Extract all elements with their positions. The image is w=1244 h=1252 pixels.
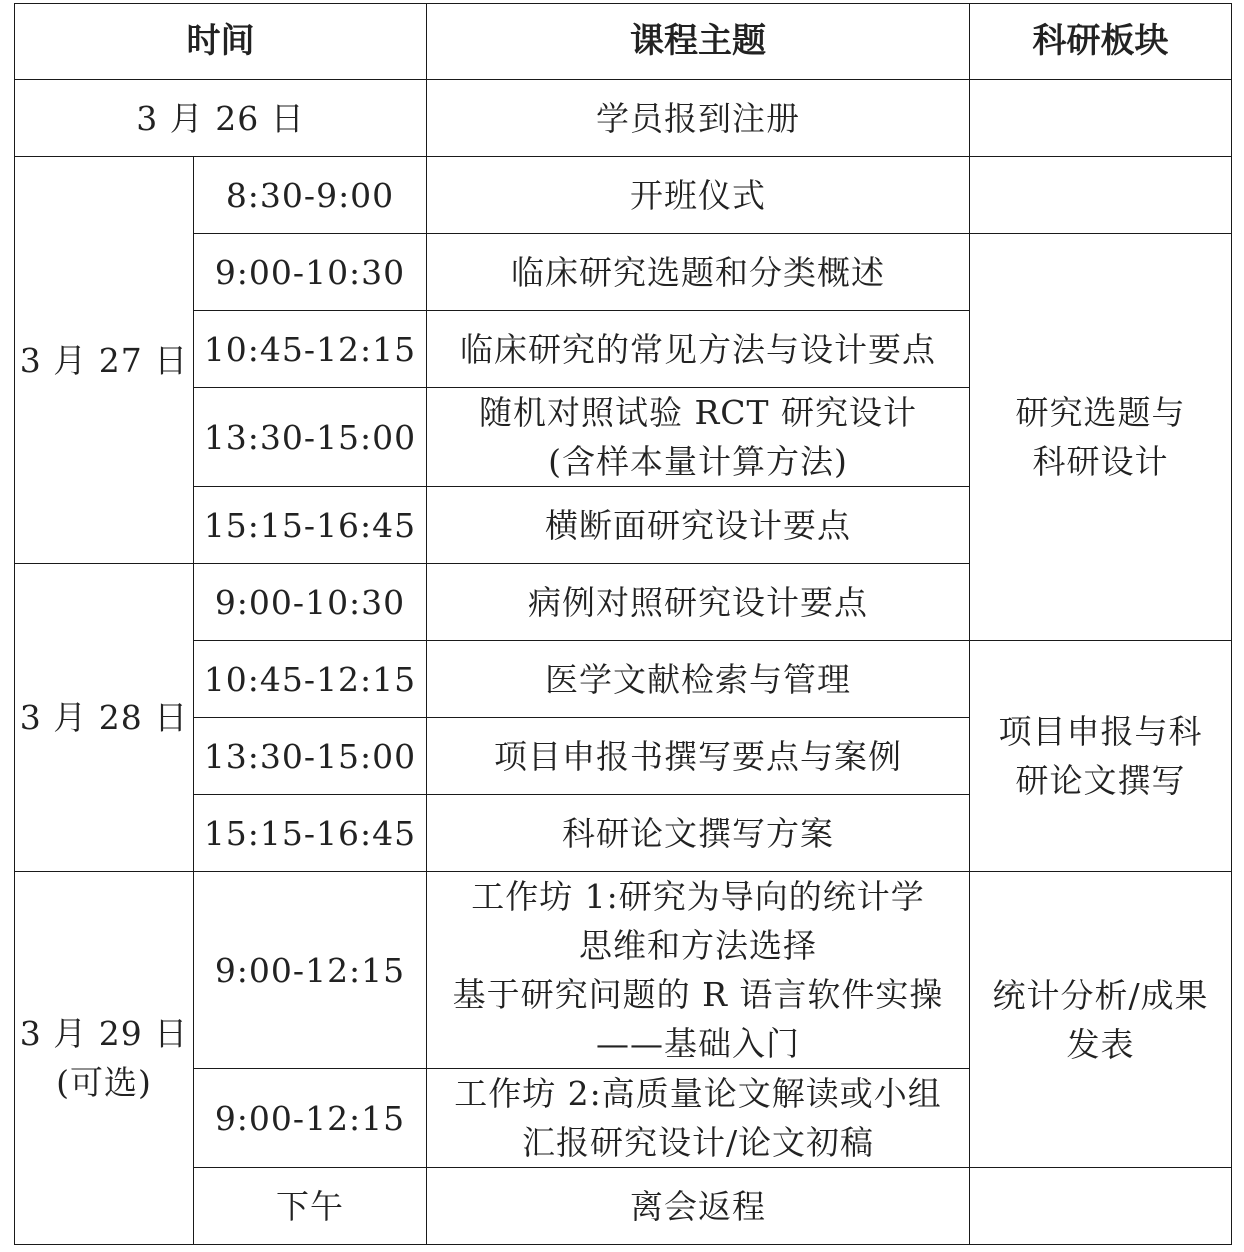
time-cell: 8:30-9:00 <box>194 157 427 234</box>
topic-line: ——基础入门 <box>596 1024 800 1063</box>
module-cell <box>970 80 1232 157</box>
topic-cell: 科研论文撰写方案 <box>427 795 970 872</box>
time-cell: 15:15-16:45 <box>194 487 427 564</box>
time-cell: 13:30-15:00 <box>194 388 427 487</box>
table-row <box>15 234 1232 311</box>
header-time: 时间 <box>15 4 427 80</box>
module-cell <box>970 157 1232 234</box>
date-label: 3 月 29 日 <box>19 1014 189 1053</box>
topic-cell: 项目申报书撰写要点与案例 <box>427 718 970 795</box>
topic-line: 工作坊 2:高质量论文解读或小组 <box>454 1074 942 1113</box>
module-cell <box>970 1168 1232 1245</box>
date-cell: 3 月 28 日 <box>15 564 194 872</box>
table-row <box>15 641 1232 718</box>
topic-cell <box>427 388 970 487</box>
topic-cell: 病例对照研究设计要点 <box>427 564 970 641</box>
header-topic: 课程主题 <box>427 4 970 80</box>
module-cell <box>970 234 1232 641</box>
module-line: 发表 <box>1066 1024 1135 1064</box>
time-cell: 10:45-12:15 <box>194 641 427 718</box>
header-row <box>15 4 1232 80</box>
time-cell: 15:15-16:45 <box>194 795 427 872</box>
module-line: 研究选题与 <box>1015 393 1186 432</box>
time-cell: 下午 <box>194 1168 427 1245</box>
topic-cell: 离会返程 <box>427 1168 970 1245</box>
time-cell: 9:00-10:30 <box>194 234 427 311</box>
module-cell <box>970 641 1232 872</box>
topic-cell <box>427 1069 970 1168</box>
schedule-table <box>14 3 1232 1245</box>
time-cell: 10:45-12:15 <box>194 311 427 388</box>
topic-line: 汇报研究设计/论文初稿 <box>521 1123 875 1162</box>
topic-cell: 医学文献检索与管理 <box>427 641 970 718</box>
module-line: 科研设计 <box>1032 442 1169 481</box>
topic-line: 随机对照试验 RCT 研究设计 <box>478 393 918 432</box>
time-cell: 9:00-12:15 <box>194 1069 427 1168</box>
optional-label: (可选) <box>56 1063 152 1102</box>
date-cell: 3 月 27 日 <box>15 157 194 564</box>
time-cell: 13:30-15:00 <box>194 718 427 795</box>
topic-line: 基于研究问题的 R 语言软件实操 <box>452 975 944 1014</box>
topic-cell: 临床研究选题和分类概述 <box>427 234 970 311</box>
date-cell <box>15 872 194 1245</box>
time-cell: 9:00-10:30 <box>194 564 427 641</box>
module-line: 项目申报与科 <box>998 712 1203 751</box>
topic-cell: 开班仪式 <box>427 157 970 234</box>
module-cell <box>970 872 1232 1168</box>
topic-cell: 学员报到注册 <box>427 80 970 157</box>
topic-cell <box>427 872 970 1069</box>
topic-line: 思维和方法选择 <box>579 926 817 965</box>
topic-cell: 横断面研究设计要点 <box>427 487 970 564</box>
table-row <box>15 872 1232 1069</box>
header-module: 科研板块 <box>970 4 1232 80</box>
table-row <box>15 1168 1232 1245</box>
time-cell: 9:00-12:15 <box>194 872 427 1069</box>
table-row <box>15 80 1232 157</box>
table-row <box>15 157 1232 234</box>
module-line: 统计分析/成果 <box>992 975 1209 1015</box>
module-line: 研论文撰写 <box>1015 761 1186 800</box>
topic-line: (含样本量计算方法) <box>548 442 848 481</box>
topic-line: 工作坊 1:研究为导向的统计学 <box>471 877 925 916</box>
topic-cell: 临床研究的常见方法与设计要点 <box>427 311 970 388</box>
date-cell: 3 月 26 日 <box>15 80 427 157</box>
